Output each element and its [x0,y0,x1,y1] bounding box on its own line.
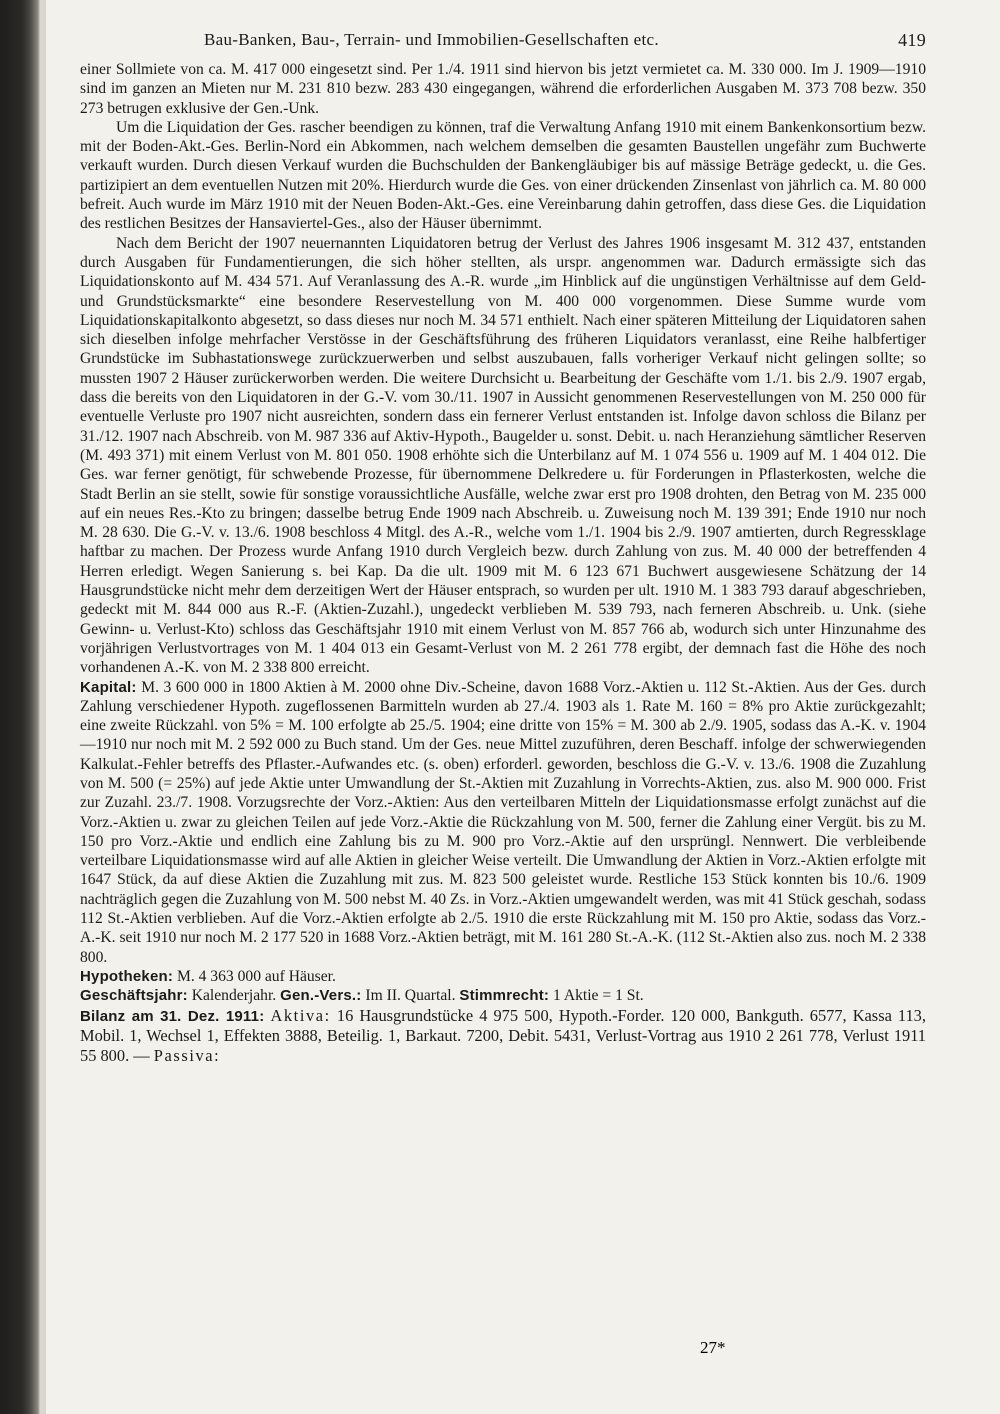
scan-binding-edge [0,0,40,1414]
geschaeftsjahr-section [80,986,926,1005]
kapital-section [80,678,926,967]
kapital-label: Kapital: [80,678,137,696]
signature-mark: 27* [700,1338,726,1357]
running-head-title: Bau-Banken, Bau-, Terrain- und Immobilien-Gesellschaften etc. [204,30,659,49]
passiva-label: Passiva: [153,1045,221,1065]
paragraph-2: Um die Liquidation der Ges. rascher beendigen zu können, traf die Verwaltung Anfang 1910 mit einem Bankenkonsortium bezw. mit der Boden-Akt.-Ges. Berlin-Nord ein Abkommen, nach welchem demselben die gesamten Baustellen ungefähr zum Buchwerte verkauft wurden. Durch diesen Verkauf wurden die Buchschulden der Bankengläubiger bis auf mässige Beträge gedeckt, u. die Ges. partizipiert an dem eventuellen Nutzen mit 20%. Hierdurch wurde die Ges. von einer drückenden Zinsenlast von jährlich ca. M. 80 000 befreit. Auch wurde im März 1910 mit der Neuen Boden-Akt.-Ges. eine Vereinbarung dahin getroffen, dass diese Ges. die Liquidation des restlichen Besitzes der Hansaviertel-Ges., also der Häuser übernimmt. [80,118,926,233]
stimmrecht-text: 1 Aktie = 1 St. [553,987,644,1005]
kapital-text: M. 3 600 000 in 1800 Aktien à M. 2000 ohne Div.-Scheine, davon 1688 Vorz.-Aktien u. 112 St.-Aktien. Aus der Ges. durch Zahlung verschiedener Hypoth. zugeflossenen Barmitteln wurden ab 27./4. 1903 als 1. Rate M. 160 = 8% pro Aktie zurückgezahlt; eine zweite Rückzahl. von 5% = M. 100 erfolgte ab 25./5. 1904; eine dritte von 15% = M. 300 ab 2./9. 1905, sodass das A.-K. v. 1904—1910 nur noch mit M. 2 592 000 zu Buch stand. Um der Ges. neue Mittel zuzuführen, deren Beschaff. infolge der schwerwiegenden Kalkulat.-Fehler betreffs des Pflaster.-Aufwandes etc. (s. oben) erforderl. geworden, beschloss die G.-V. v. 13./6. 1908 die Zuzahlung von M. 500 (= 25%) auf jede Aktie unter Umwandlung der St.-Aktien mit Zuzahlung in Vorrechts-Aktien, zus. also M. 900 000. Frist zur Zuzahl. 23./7. 1908. Vorzugsrechte der Vorz.-Aktien: Aus den verteilbaren Mitteln der Liquidationsmasse erfolgt zunächst auf die Vorz.-Aktien u. zwar zu gleichen Teilen auf jede Vorz.-Aktie die Rückzahlung von M. 500, ferner die Zahlung einer Vergüt. bis zu M. 150 pro Vorz.-Aktie und endlich eine Zahlung bis zu M. 900 pro Vorz.-Aktie auf den ursprüngl. Nennwert. Die verbleibende verteilbare Liquidationsmasse wird auf alle Aktien in gleicher Weise verteilt. Die Umwandlung der Aktien in Vorz.-Aktien erfolgte mit 1647 Stück, da auf diese Aktien die Zuzahlung mit zus. M. 823 500 geleistet wurde. Restliche 153 Stück konnten bis 10./6. 1909 nachträglich gegen die Zuzahlung von M. 500 nebst M. 40 Zs. in Vorz.-Aktien umgewandelt werden, was mit 41 Stück geschah, sodass 112 St.-Aktien verblieben. Auf die Vorz.-Aktien erfolgte ab 2./5. 1910 die erste Rückzahlung mit M. 150 pro Aktie, sodass das Vorz.-A.-K. seit 1910 nur noch M. 2 177 520 in 1688 Vorz.-Aktien beträgt, mit M. 161 280 St.-A.-K. (112 St.-Aktien also zus. noch M. 2 338 800. [80,678,926,966]
hypotheken-text: M. 4 363 000 auf Häuser. [176,967,336,985]
running-head [80,26,926,60]
page [46,0,1000,1414]
paragraph-3: Nach dem Bericht der 1907 neuernannten Liquidatoren betrug der Verlust des Jahres 1906 insgesamt M. 312 437, entstanden durch Ausgaben für Fundamentierungen, die sich höher stellten, als urspr. angenommen war. Dadurch ermässigte sich das Liquidationskonto auf M. 434 571. Auf Veranlassung des A.-R. wurde „im Hinblick auf die ungünstigen Verhältnisse auf dem Geld- und Grundstücksmarkte“ eine besondere Reservestellung von M. 400 000 vorgenommen. Diese Summe wurde vom Liquidationskapitalkonto abgesetzt, so dass dieses nur noch M. 34 571 enthielt. Nach einer späteren Mitteilung der Liquidatoren sahen sich dieselben infolge mehrfacher Verstösse in der Geschäftsführung des früheren Liquidators veranlasst, eine Reihe halbfertiger Grundstücke im Subhastationswege zurückzuerwerben und selbst auszubauen, falls vorheriger Verkauf nicht gelingen sollte; so mussten 1907 2 Häuser zurückerworben werden. Die weitere Durchsicht u. Bearbeitung der Geschäfte vom 1./1. bis 2./9. 1907 ergab, dass die bereits von den Liquidatoren in der G.-V. vom 30./11. 1907 in Aussicht genommenen Reservestellungen von M. 250 000 für eventuelle Verluste pro 1907 nicht ausreichten, sondern dass ein fernerer Verlust entstanden ist. Infolge davon schloss die Bilanz per 31./12. 1907 nach Abschreib. von M. 987 336 auf Aktiv-Hypoth., Baugelder u. sonst. Debit. u. nach Heranziehung sämtlicher Reserven (M. 493 371) mit einem Verlust von M. 801 050. 1908 erhöhte sich die Unterbilanz auf M. 1 074 556 u. 1909 auf M. 1 404 012. Die Ges. war ferner genötigt, für schwebende Prozesse, für übernommene Delkredere u. für Forderungen in Pflasterkosten, welche die Stadt Berlin an sie stellt, sowie für sonstige voraussichtliche Ausfälle, welche zwar erst pro 1908 drohten, den Betrag von M. 235 000 auf ein neues Res.-Kto zu bringen; dasselbe betrug Ende 1909 nach Abschreib. u. Zuweisung noch M. 139 391; Ende 1910 nur noch M. 28 630. Die G.-V. v. 13./6. 1908 beschloss 4 Mitgl. des A.-R., welche vom 1./1. 1904 bis 2./9. 1907 amtierten, durch Regressklage haftbar zu machen. Der Prozess wurde Anfang 1910 durch Vergleich bezw. durch Zahlung von zus. M. 40 000 der betreffenden 4 Herren erledigt. Wegen Sanierung s. bei Kap. Da die ult. 1909 mit M. 6 123 671 Buchwert ausgewiesene Schätzung der 14 Hausgrundstücke nicht mehr dem derzeitigen Wert der Häuser entsprach, so wurden per ult. 1910 M. 1 383 793 darauf abgeschrieben, gedeckt mit M. 844 000 aus R.-F. (Aktien-Zuzahl.), ungedeckt verblieben M. 539 793, nach ferneren Abschreib. u. Unk. (siehe Gewinn- u. Verlust-Kto) schloss das Geschäftsjahr 1910 mit einem Verlust von M. 857 766 ab, wodurch sich unter Hinzunahme des vorjährigen Verlustvortrages von M. 1 404 013 ein Gesamt-Verlust von M. 2 261 778 ergibt, der demnach fast die Höhe des noch vorhandenen A.-K. von M. 2 338 800 erreicht. [80,234,926,677]
bilanz-label: Bilanz am 31. Dez. 1911: [80,1007,265,1025]
paragraph-1: einer Sollmiete von ca. M. 417 000 eingesetzt sind. Per 1./4. 1911 sind hiervon bis jetzt vermietet ca. M. 330 000. Im J. 1909—1910 sind im ganzen an Mieten nur M. 231 810 bezw. 283 430 eingegangen, während die erforderlichen Ausgaben M. 373 708 bezw. 350 273 betrugen exklusive der Gen.-Unk. [80,61,926,117]
hypotheken-label: Hypotheken: [80,967,174,985]
stimmrecht-label: Stimmrecht: [459,987,550,1005]
geschaeftsjahr-text: Kalenderjahr. [191,987,277,1005]
aktiva-label: Aktiva: [270,1005,331,1025]
gen-vers-text: Im II. Quartal. [365,987,456,1005]
bilanz-section [80,1006,926,1066]
page-content [80,26,926,1065]
hypotheken-section [80,967,926,986]
body-text [80,60,926,1065]
bilanz-text: 16 Hausgrundstücke 4 975 500, Hypoth.-Forder. 120 000, Bankguth. 6577, Kassa 113, Mobil. 1, Wechsel 1, Effekten 3888, Beteilig. 1, Barkaut. 7200, Debit. 5431, Verlust-Vortrag aus 1910 2 261 778, Verlust 1911 55 800. — [80,1005,926,1065]
page-number: 419 [898,30,926,50]
gen-vers-label: Gen.-Vers.: [280,987,362,1005]
geschaeftsjahr-label: Geschäftsjahr: [80,987,188,1005]
